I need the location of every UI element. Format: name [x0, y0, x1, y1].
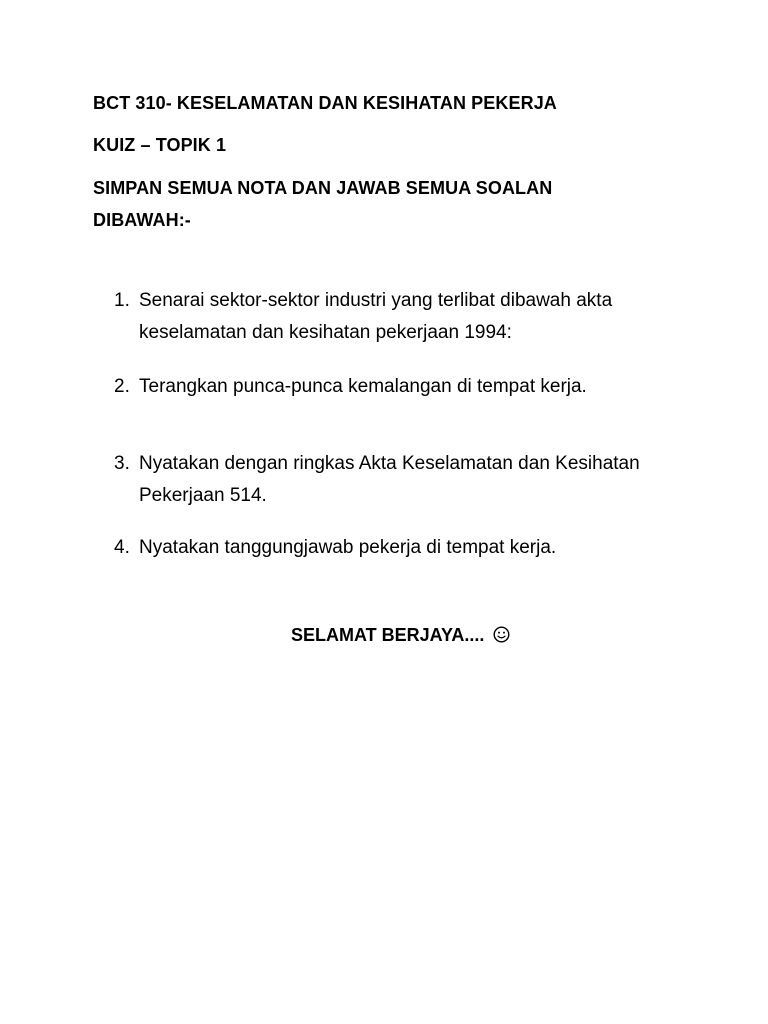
question-number: 4. — [114, 537, 130, 558]
question-text: Nyatakan tanggungjawab pekerja di tempat kerja. — [139, 537, 557, 558]
question-item — [114, 532, 704, 564]
question-text: Terangkan punca-punca kemalangan di tempat kerja. — [139, 376, 587, 397]
question-number: 2. — [114, 376, 130, 397]
question-list — [114, 285, 704, 564]
question-number: 3. — [114, 453, 130, 474]
course-title: BCT 310- KESELAMATAN DAN KESIHATAN PEKERJA — [93, 93, 557, 113]
question-item — [114, 448, 704, 512]
question-text: Nyatakan dengan ringkas Akta Keselamatan dan Kesihatan Pekerjaan 514. — [139, 453, 640, 506]
smiley-icon — [493, 622, 510, 652]
question-number: 1. — [114, 290, 130, 311]
question-text: Senarai sektor-sektor industri yang terlibat dibawah akta keselamatan dan kesihatan pekerjaan 1994: — [139, 290, 613, 343]
question-item — [114, 371, 704, 403]
closing-text: SELAMAT BERJAYA.... — [291, 625, 485, 645]
closing-message — [291, 620, 510, 652]
instructions: SIMPAN SEMUA NOTA DAN JAWAB SEMUA SOALAN DIBAWAH:- — [93, 178, 553, 230]
question-item — [114, 285, 704, 349]
quiz-title: KUIZ – TOPIK 1 — [93, 135, 227, 155]
